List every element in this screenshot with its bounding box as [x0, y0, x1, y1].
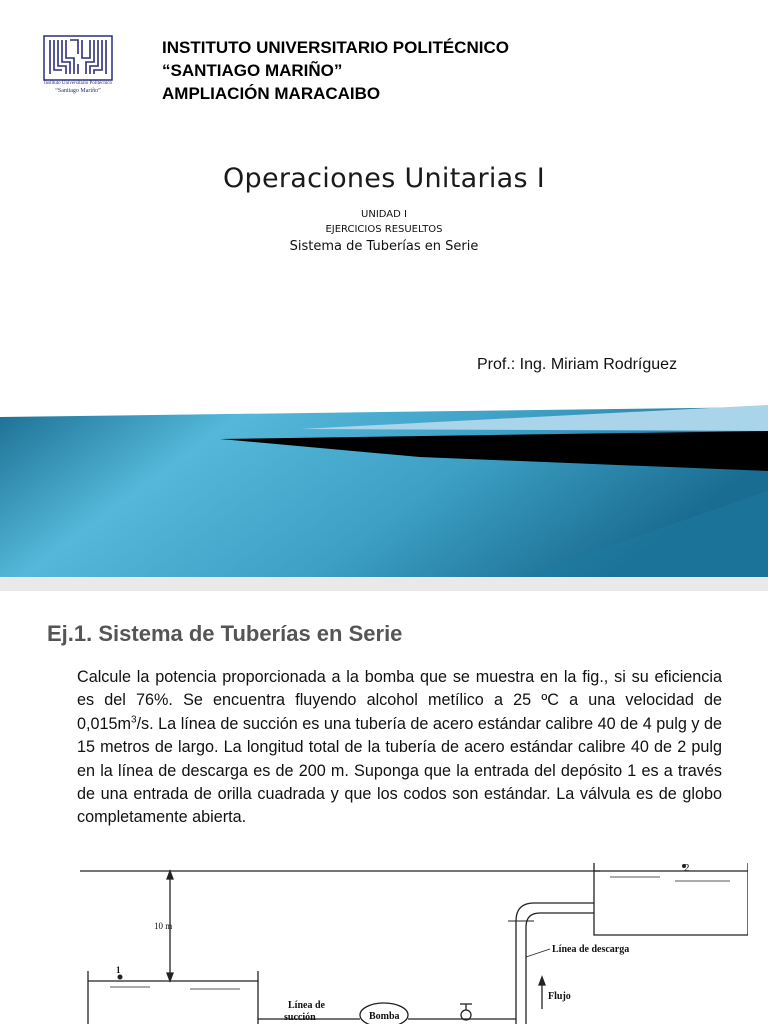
institution-line-3: AMPLIACIÓN MARACAIBO	[162, 84, 381, 103]
tank-2	[594, 863, 748, 935]
tank-1-label: 1	[116, 965, 121, 975]
unit-label: UNIDAD I	[361, 209, 407, 220]
statement-text-2: /s. La línea de succión es una tubería de acero estándar calibre 40 de 4 pulg y de 15 metros de largo. La longitud total de la tubería de acero estándar calibre 40 de 2 pulg en la línea de descarga es de 200 m. Suponga que la entrada del depósito 1 es a través de una entrada de orilla cuadrada y que los codos son estándar. La válvula es de globo completamente abierta.	[77, 714, 722, 827]
logo-caption: Instituto Universitario Politécnico	[43, 81, 113, 86]
statement-text-1: Calcule la potencia proporcionada a la bomba que se muestra en la fig., si su eficiencia es del 76%. Se encuentra fluyendo alcohol metílico a 25 ºC a una velocidad de 0,015m	[77, 668, 722, 733]
decorative-banner	[0, 395, 768, 577]
exercise-heading: Ej.1. Sistema de Tuberías en Serie	[47, 621, 403, 646]
subtitle: EJERCICIOS RESUELTOS	[325, 224, 443, 235]
tank-2-label: 2	[684, 862, 690, 874]
superscript: 3	[131, 714, 137, 726]
flow-label: Flujo	[548, 991, 571, 1002]
tank-1	[88, 971, 258, 1024]
slide-separator	[0, 577, 768, 591]
institution-line-1: INSTITUTO UNIVERSITARIO POLITÉCNICO	[162, 38, 509, 57]
suction-line-label-2: succión	[284, 1012, 316, 1023]
pump-label: Bomba	[369, 1011, 400, 1022]
pipe-system-figure	[80, 859, 748, 1024]
exercise-statement	[77, 666, 722, 830]
institution-line-2: “SANTIAGO MARIÑO”	[162, 61, 343, 80]
professor-name: Prof.: Ing. Miriam Rodríguez	[477, 356, 678, 373]
topic-title: Sistema de Tuberías en Serie	[289, 239, 479, 254]
logo-caption-name: “Santiago Mariño”	[55, 88, 101, 94]
exercise-slide	[0, 591, 768, 1024]
discharge-line-label: Línea de descarga	[552, 944, 630, 955]
course-title: Operaciones Unitarias I	[222, 163, 546, 194]
height-label: 10 m	[154, 921, 173, 931]
suction-line-label-1: Línea de	[288, 1000, 325, 1011]
